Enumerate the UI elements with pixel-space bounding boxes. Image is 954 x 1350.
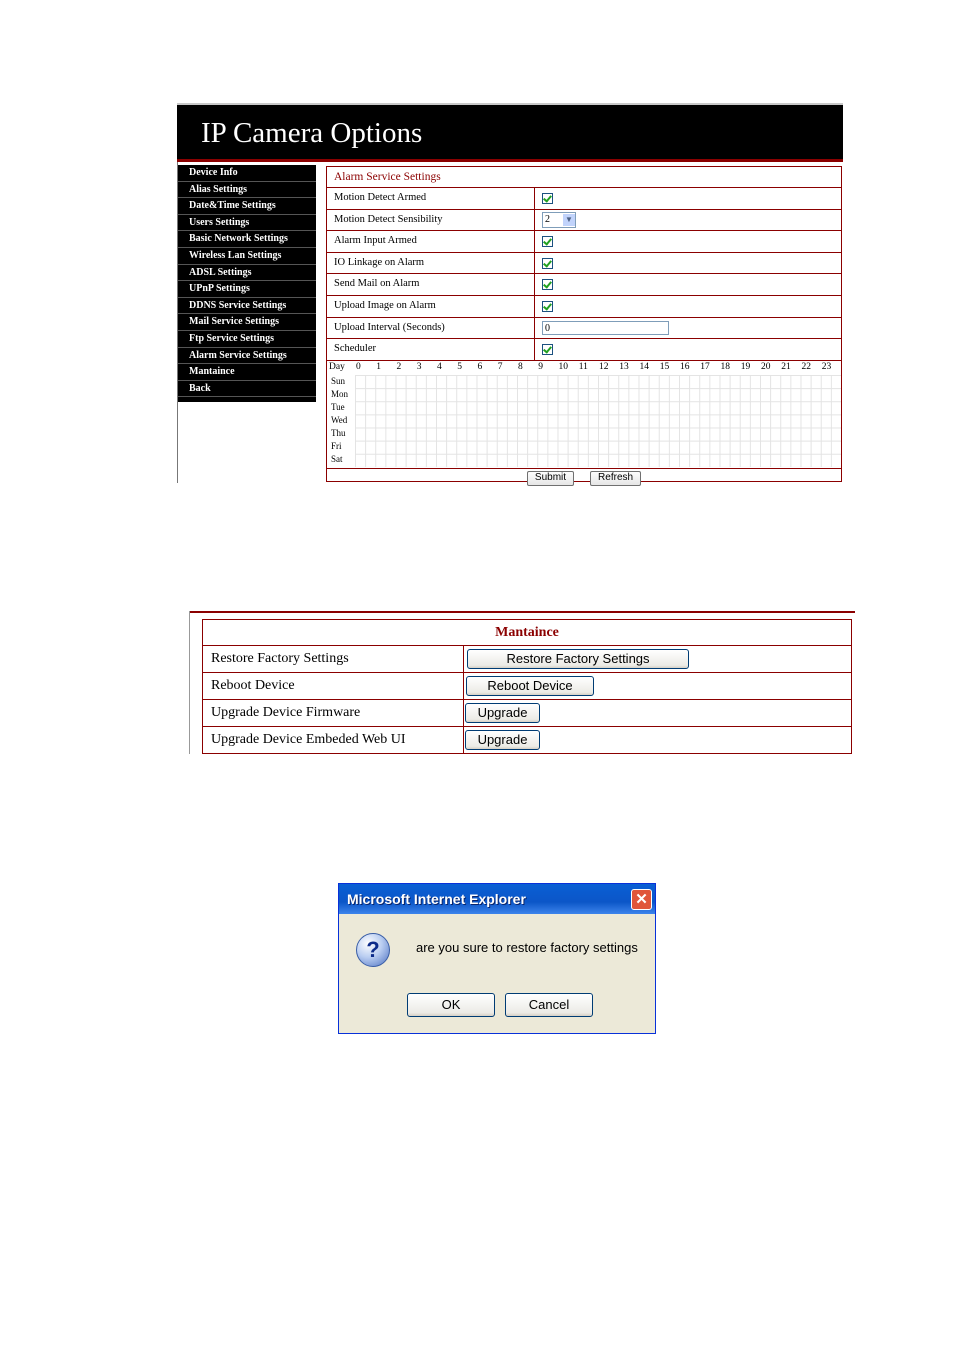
upload-image-label: Upload Image on Alarm — [327, 296, 535, 317]
submit-button[interactable]: Submit — [527, 471, 574, 486]
confirm-dialog — [338, 883, 656, 1034]
scheduler-label: Scheduler — [327, 339, 535, 360]
maintenance-title: Mantaince — [203, 620, 851, 646]
dialog-titlebar[interactable] — [339, 884, 655, 914]
motion-sensibility-select[interactable] — [542, 212, 576, 228]
upgrade-webui-button[interactable]: Upgrade — [465, 730, 540, 750]
sidebar-item-datetime-settings[interactable]: Date&Time Settings — [178, 198, 316, 215]
motion-detect-armed-checkbox[interactable] — [542, 193, 553, 204]
io-linkage-checkbox[interactable] — [542, 258, 553, 269]
settings-row — [327, 188, 841, 210]
send-mail-checkbox[interactable] — [542, 279, 553, 290]
ok-button[interactable]: OK — [407, 993, 495, 1017]
hour-label: 5 — [457, 361, 462, 372]
page-header — [177, 105, 843, 159]
hour-label: 14 — [639, 361, 649, 372]
upgrade-webui-label: Upgrade Device Embeded Web UI — [203, 727, 464, 753]
hour-label: 7 — [497, 361, 503, 372]
hour-label: 0 — [356, 361, 361, 372]
cancel-button[interactable]: Cancel — [505, 993, 593, 1017]
alarm-button-row — [327, 469, 841, 489]
day-label: Wed — [331, 415, 348, 426]
question-icon: ? — [356, 933, 390, 967]
hour-label: 8 — [518, 361, 523, 372]
page-title: IP Camera Options — [201, 117, 423, 149]
close-icon[interactable]: ✕ — [631, 889, 652, 910]
sidebar-item-ddns[interactable]: DDNS Service Settings — [178, 298, 316, 315]
sidebar-item-users-settings[interactable]: Users Settings — [178, 215, 316, 232]
sidebar-item-adsl[interactable]: ADSL Settings — [178, 265, 316, 282]
alarm-input-armed-checkbox[interactable] — [542, 236, 553, 247]
hour-label: 6 — [477, 361, 483, 372]
hour-label: 13 — [619, 361, 629, 372]
maintenance-table — [202, 619, 852, 754]
sidebar-item-upnp[interactable]: UPnP Settings — [178, 281, 316, 298]
alarm-input-armed-label: Alarm Input Armed — [327, 231, 535, 252]
settings-row — [327, 210, 841, 232]
settings-row — [327, 231, 841, 253]
upload-interval-input[interactable]: 0 — [542, 321, 669, 335]
sidebar-item-mail-service[interactable]: Mail Service Settings — [178, 314, 316, 331]
restore-factory-button[interactable]: Restore Factory Settings — [467, 649, 689, 669]
refresh-button[interactable]: Refresh — [590, 471, 641, 486]
scheduler-grid[interactable] — [355, 375, 841, 467]
alarm-settings-panel — [326, 166, 842, 482]
hour-label: 4 — [437, 361, 442, 372]
scheduler-hour-header — [327, 361, 841, 374]
motion-detect-armed-label: Motion Detect Armed — [327, 188, 535, 209]
reboot-device-label: Reboot Device — [203, 673, 464, 699]
hour-label: 17 — [700, 361, 710, 372]
scheduler-checkbox[interactable] — [542, 344, 553, 355]
sidebar-item-alarm-service[interactable]: Alarm Service Settings — [178, 348, 316, 365]
day-header: Day — [329, 361, 345, 372]
settings-row — [327, 318, 841, 340]
motion-detect-sensibility-label: Motion Detect Sensibility — [327, 210, 535, 231]
upgrade-firmware-button[interactable]: Upgrade — [465, 703, 540, 723]
table-row — [203, 673, 851, 700]
day-label: Thu — [331, 428, 346, 439]
hour-label: 1 — [376, 361, 381, 372]
upgrade-firmware-label: Upgrade Device Firmware — [203, 700, 464, 726]
upload-image-checkbox[interactable] — [542, 301, 553, 312]
day-label: Sun — [331, 375, 346, 386]
hour-label: 12 — [599, 361, 609, 372]
send-mail-label: Send Mail on Alarm — [327, 274, 535, 295]
day-label: Fri — [331, 441, 342, 452]
hour-label: 11 — [578, 361, 588, 372]
dialog-title: Microsoft Internet Explorer — [347, 891, 526, 907]
hour-label: 15 — [659, 361, 670, 372]
sidebar-menu — [178, 165, 316, 402]
left-border — [189, 611, 190, 754]
restore-factory-label: Restore Factory Settings — [203, 646, 464, 672]
hour-label: 9 — [538, 361, 543, 372]
scheduler-day-labels — [331, 375, 348, 467]
hour-label: 20 — [761, 361, 771, 372]
sidebar-item-mantaince[interactable]: Mantaince — [178, 364, 316, 381]
top-divider — [189, 611, 855, 613]
hour-label: 2 — [396, 361, 402, 372]
settings-row — [327, 296, 841, 318]
hour-label: 10 — [558, 361, 568, 372]
settings-row — [327, 274, 841, 296]
sidebar-item-basic-network[interactable]: Basic Network Settings — [178, 231, 316, 248]
day-label: Sat — [331, 454, 343, 465]
header-divider — [177, 159, 843, 162]
ip-camera-options-window — [177, 103, 843, 483]
hour-label: 21 — [781, 361, 791, 372]
scheduler-grid-area — [327, 361, 841, 469]
sidebar-item-alias-settings[interactable]: Alias Settings — [178, 182, 316, 199]
table-row — [203, 727, 851, 753]
sidebar-item-back[interactable]: Back — [178, 381, 316, 398]
upload-interval-label: Upload Interval (Seconds) — [327, 318, 535, 339]
hour-label: 19 — [740, 361, 751, 372]
sidebar-item-ftp-service[interactable]: Ftp Service Settings — [178, 331, 316, 348]
chevron-down-icon[interactable]: ▼ — [563, 214, 575, 226]
io-linkage-label: IO Linkage on Alarm — [327, 253, 535, 274]
day-label: Tue — [331, 401, 345, 412]
alarm-settings-title: Alarm Service Settings — [327, 167, 841, 188]
table-row — [203, 700, 851, 727]
dialog-message: are you sure to restore factory settings — [416, 940, 638, 955]
maintenance-window — [189, 611, 855, 754]
hour-label: 18 — [720, 361, 730, 372]
hour-label: 16 — [680, 361, 690, 372]
day-label: Mon — [331, 388, 349, 399]
table-row — [203, 646, 851, 673]
hour-label: 22 — [801, 361, 811, 372]
reboot-device-button[interactable]: Reboot Device — [466, 676, 594, 696]
motion-sensibility-value: 2 — [545, 214, 550, 226]
hour-label: 3 — [416, 361, 422, 372]
sidebar-item-device-info[interactable]: Device Info — [178, 165, 316, 182]
settings-row — [327, 253, 841, 275]
hour-label: 23 — [821, 361, 832, 372]
settings-row — [327, 339, 841, 361]
sidebar-item-wireless-lan[interactable]: Wireless Lan Settings — [178, 248, 316, 265]
